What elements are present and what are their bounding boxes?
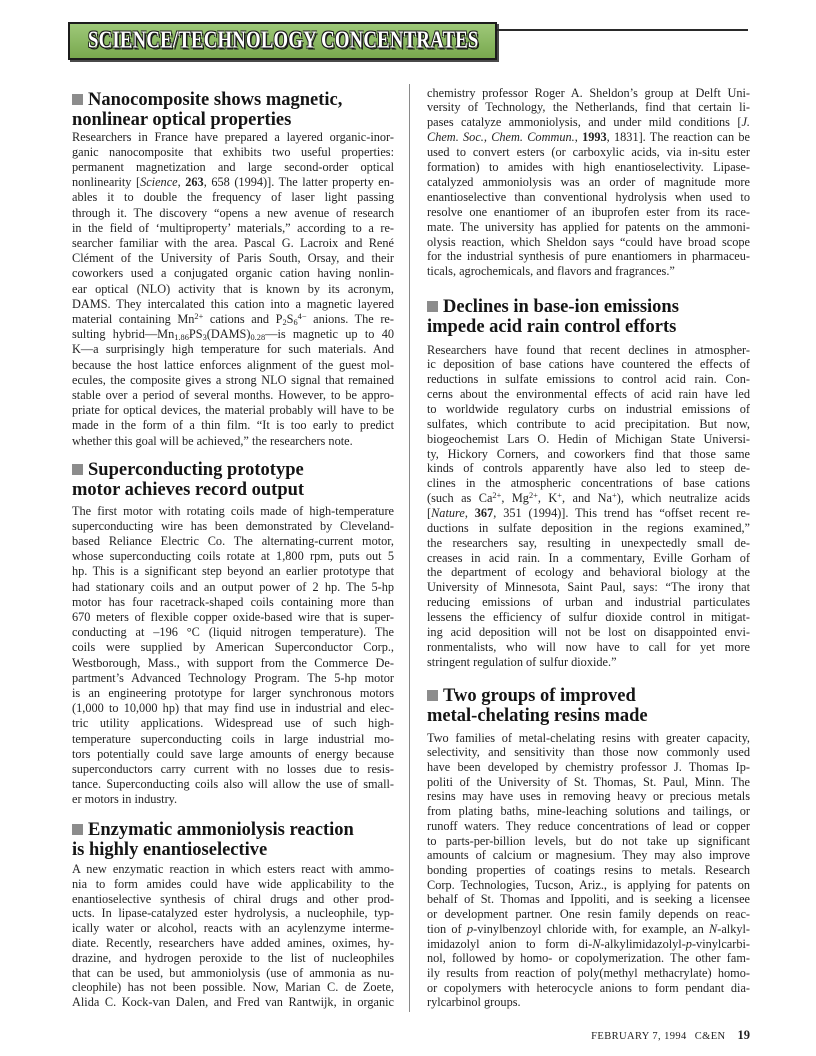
text-line: [72, 236, 394, 251]
headline-text: Two groups of improved: [443, 686, 636, 706]
text-line: [427, 907, 750, 922]
text-line: [427, 100, 750, 115]
text-run: Researchers in France have prepared a layered organic-inor-: [72, 129, 394, 144]
subscript: 0.28: [250, 333, 266, 343]
text-run: nia to form amides could have wide applicability to the: [72, 876, 394, 891]
headline-text: impede acid rain control efforts: [427, 316, 677, 337]
text-run: -vinylcarbi-: [691, 936, 750, 951]
text-run: , K: [537, 491, 558, 506]
subscript: 1.86: [174, 333, 189, 343]
text-run: versity of Technology, the Netherlands, find that certain li-: [427, 100, 750, 115]
text-line: [72, 862, 394, 877]
text-line: [427, 130, 750, 145]
text-line: [72, 892, 394, 907]
issue-date: FEBRUARY 7, 1994: [591, 1031, 687, 1042]
text-line: [427, 580, 750, 595]
text-run: olysis reaction, which Sheldon says “could have broad scope: [427, 234, 750, 249]
text-run: University of Minnesota, Saint Paul, says: “The irony that: [427, 580, 750, 595]
text-line: [72, 951, 394, 966]
text-line: [72, 716, 394, 731]
text-run: A new enzymatic reaction in which esters react with ammo-: [72, 862, 394, 876]
square-bullet-icon: [72, 824, 83, 835]
headline-text: Declines in base-ion emissions: [443, 297, 679, 317]
text-run: whose superconducting coils rotate at 1,800 rpm, puts out 5: [72, 549, 394, 564]
headline-text: Nanocomposite shows magnetic,: [88, 90, 343, 110]
text-run: mate. The university has applied for patents on the ammoni-: [427, 219, 750, 234]
text-run: ing acid deposition will not be lost on disappointed envi-: [427, 624, 750, 639]
text-run: Alida C. Kock-van Dalen, and Fred van Rantwijk, in organic: [72, 995, 394, 1010]
text-line: [427, 922, 750, 937]
text-run: ganic nanocomposite that exhibits two useful properties:: [72, 144, 394, 159]
text-run: ily results from reaction of poly(methyl methacrylate) homo-: [427, 966, 750, 980]
text-run: (such as Ca: [427, 491, 493, 506]
text-line: [427, 640, 750, 655]
text-line: [72, 966, 394, 981]
text-run: material containing Mn: [72, 311, 195, 326]
text-run: Westborough, Mass., with support from the Commerce De-: [72, 655, 394, 670]
text-run: ically water or alcohol, reacts with an acylenzyme interme-: [72, 921, 394, 936]
text-line: [72, 175, 394, 190]
text-run: to worldwide regulatory curbs on industrial emissions of: [427, 401, 750, 416]
header-rule: [497, 29, 748, 31]
text-line: [72, 130, 394, 145]
text-run: tance. Superconducting coils also will allow the use of small-: [72, 777, 394, 792]
text-line: [427, 878, 750, 893]
text-line: [72, 434, 394, 449]
headline-line: [72, 111, 394, 131]
text-run: enantioselective synthesis of chiral drugs and other prod-: [72, 891, 394, 906]
text-run: tric utility applications. Widespread use of such high-: [72, 716, 394, 731]
headline-nanocomposite: [72, 91, 394, 130]
text-line: [427, 461, 750, 476]
headline-text: Enzymatic ammoniolysis reaction: [88, 820, 354, 840]
text-run: Corp. Technologies, Tucson, Ariz., is applying for patents on: [427, 877, 750, 892]
article-body-base-ion-emissions: [427, 343, 750, 670]
text-line: [72, 906, 394, 921]
text-line: [427, 357, 750, 372]
text-run: motor has four racetrack-shaped coils containing more than: [72, 594, 394, 609]
text-line: [72, 342, 394, 357]
headline-base-ion-emissions: [427, 298, 750, 337]
article-body-metal-chelating-resins: [427, 731, 750, 1011]
text-run: -alkyl-: [717, 921, 750, 936]
text-line: [427, 175, 750, 190]
text-line: [427, 775, 750, 790]
text-line: [427, 789, 750, 804]
text-run: have been developed by chemistry professor J. Thomas Ip-: [427, 759, 750, 774]
superscript: 4−: [297, 311, 307, 321]
text-line: [427, 190, 750, 205]
italic-text: Chem. Soc., Chem. Commun.: [427, 130, 575, 145]
article-body-superconducting-motor: [72, 504, 394, 808]
text-line: [427, 625, 750, 640]
text-run: ecules, the composite gives a strong NLO signal that remained: [72, 372, 394, 387]
headline-line: [427, 707, 750, 727]
text-run: (DAMS): [206, 327, 251, 342]
text-run: reductions in sulfate emissions to control acid rain. Con-: [427, 372, 750, 387]
text-run: stringent regulation of sulfur dioxide.”: [427, 654, 617, 669]
text-run: ,: [574, 130, 583, 145]
text-run: ear optical (NLO) activity that is known by its acronym,: [72, 281, 394, 296]
headline-line: [72, 461, 394, 481]
text-run: superconductors carry current with no losses due to resis-: [72, 761, 394, 776]
text-line: [72, 671, 394, 686]
text-line: [72, 504, 394, 519]
italic-text: p: [685, 936, 692, 951]
text-run: had stationary coils and an output power of 2 hp. The 5-hp: [72, 579, 394, 594]
text-run: tors potentially could save large amounts of energy because: [72, 746, 394, 761]
text-run: sulting hybrid—Mn: [72, 327, 175, 342]
text-line: [427, 995, 750, 1010]
italic-text: Science: [140, 175, 178, 190]
text-run: tion of: [427, 921, 467, 936]
text-run: K—a surprisingly high temperature for such materials. And: [72, 342, 394, 357]
text-line: [72, 995, 394, 1010]
text-run: amounts of calcium or magnesium. They may also improve: [427, 848, 750, 863]
text-run: , 1831]. The reaction can be: [606, 130, 750, 145]
article-body-nanocomposite: [72, 130, 394, 449]
subscript: 6: [293, 318, 298, 328]
text-line: [72, 221, 394, 236]
text-run: ,: [177, 175, 186, 190]
text-line: [72, 610, 394, 625]
text-line: [427, 610, 750, 625]
text-line: [427, 249, 750, 264]
text-line: [72, 251, 394, 266]
text-run: or copolymers with heterocycle anions to form pendant dia-: [427, 980, 750, 995]
text-line: [72, 418, 394, 433]
text-line: [72, 519, 394, 534]
text-line: [427, 951, 750, 966]
text-line: [427, 387, 750, 402]
headline-line: [72, 481, 394, 501]
text-line: [427, 447, 750, 462]
text-run: ,: [464, 505, 475, 520]
text-line: [427, 491, 750, 506]
text-line: [427, 731, 750, 746]
text-line: [72, 190, 394, 205]
text-line: [72, 701, 394, 716]
page-number: 19: [737, 1028, 750, 1042]
text-line: [72, 640, 394, 655]
text-run: 670 meters of flexible copper oxide-based wire that is super-: [72, 609, 394, 624]
text-line: [72, 358, 394, 373]
text-run: because the host lattice enforces alignment of the guest mol-: [72, 357, 394, 372]
text-line: [72, 980, 394, 995]
italic-text: N: [709, 921, 718, 936]
text-run: sulfates, which contribute to acid precipitation. But now,: [427, 416, 750, 431]
text-run: nol, followed by homo- or copolymerization. The other fam-: [427, 951, 750, 966]
text-line: [72, 686, 394, 701]
text-run: Clément of the University of Paris South, Orsay, and their: [72, 251, 394, 266]
text-run: , 658 (1994)]. The latter property en-: [203, 175, 394, 190]
text-run: resins may have uses in removing heavy or precious metals: [427, 789, 750, 804]
text-run: the department of ecology and behavioral biology at the: [427, 565, 750, 580]
text-run: hp. This is a significant step beyond an earlier prototype that: [72, 564, 394, 579]
text-run: ticals, agrochemicals, and flavors and fragrances.”: [427, 264, 675, 279]
headline-line: [72, 91, 394, 111]
text-line: [72, 777, 394, 792]
text-run: (1,000 to 10,000 hp) that may find use in industrial and elec-: [72, 701, 394, 716]
superscript: 2+: [194, 311, 204, 321]
text-line: [427, 745, 750, 760]
italic-text: p: [466, 921, 474, 936]
headline-text: nonlinear optical properties: [72, 109, 292, 130]
headline-metal-chelating-resins: [427, 687, 750, 726]
text-line: [72, 549, 394, 564]
text-run: kinds of controls apparently have also led to steep de-: [427, 461, 750, 476]
text-run: searcher familiar with the area. Pascal G. Lacroix and René: [72, 235, 394, 250]
section-title: SCIENCE/TECHNOLOGY CONCENTRATES: [88, 27, 479, 54]
headline-line: [427, 298, 750, 318]
text-run: whether this goal will be achieved,” the researchers note.: [72, 433, 353, 448]
text-line: [427, 595, 750, 610]
text-run: selectivity, and sensitivity than those now commonly used: [427, 745, 750, 760]
text-run: rylcarbinol groups.: [427, 995, 521, 1010]
square-bullet-icon: [72, 94, 83, 105]
text-run: reducing emissions of urban and industrial particulates: [427, 595, 750, 610]
text-run: priate for optical devices, the material probably will have to be: [72, 403, 394, 418]
text-line: [72, 877, 394, 892]
text-run: [: [427, 505, 432, 520]
text-run: to parts-per-billion levels, but do not take up significant: [427, 833, 750, 848]
text-line: [72, 373, 394, 388]
text-run: based Reliance Electric Co. The alternating-current motor,: [72, 533, 394, 548]
text-line: [427, 264, 750, 279]
text-run: from plating baths, mine-leaching solutions and tailings, or: [427, 804, 750, 819]
text-line: [72, 388, 394, 403]
text-run: that can be used, but ammoniolysis (use of ammonia as nu-: [72, 965, 394, 980]
text-line: [427, 937, 750, 952]
text-line: [72, 327, 394, 342]
text-line: [427, 863, 750, 878]
text-run: , 351 (1994)]. This trend has “offset recent re-: [493, 505, 750, 520]
text-run: or development partner. One resin family depends on reac-: [427, 907, 750, 922]
section-banner: [68, 22, 497, 60]
text-run: coils were supplied by American Superconductor Corp.,: [72, 640, 394, 655]
text-line: [427, 506, 750, 521]
headline-line: [72, 821, 394, 841]
headline-line: [72, 841, 394, 861]
text-run: lessens the efficiency of sulfur dioxide control in mitigat-: [427, 609, 750, 624]
text-run: cerns about the environmental effects of acid rain have led: [427, 387, 750, 402]
text-line: [427, 819, 750, 834]
text-line: [427, 86, 750, 101]
headline-text: motor achieves record output: [72, 479, 305, 500]
text-line: [72, 625, 394, 640]
text-line: [427, 536, 750, 551]
italic-text: N: [592, 936, 601, 951]
text-line: [72, 595, 394, 610]
text-run: partment’s Advanced Technology Program. The 5-hp motor: [72, 670, 394, 685]
text-run: stable over a period of several months. However, to be appro-: [72, 387, 394, 402]
text-run: used to convert esters (or carboxylic acids, via in-situ ester: [427, 145, 750, 160]
text-line: [72, 921, 394, 936]
text-run: ables it to double the frequency of laser light passing: [72, 190, 394, 205]
text-run: Researchers have found that recent declines in atmospher-: [427, 342, 750, 357]
text-run: drazine, and hydrogen peroxide to the list of nucleophiles: [72, 950, 394, 965]
text-line: [72, 747, 394, 762]
text-line: [427, 760, 750, 775]
text-run: Two families of metal-chelating resins with greater capacity,: [427, 730, 750, 745]
text-run: ductions in sulfate deposition in the regions examined,”: [427, 520, 750, 535]
text-line: [427, 966, 750, 981]
text-line: [427, 565, 750, 580]
text-run: DAMS. They intercalated this cation into a magnetic layered: [72, 296, 394, 311]
text-line: [427, 432, 750, 447]
text-line: [427, 892, 750, 907]
superscript: 2+: [492, 490, 502, 500]
text-line: [72, 762, 394, 777]
publication-name: C&EN: [694, 1031, 726, 1042]
text-run: , and Na: [561, 491, 613, 506]
text-run: ic deposition of base cations have countered the effects of: [427, 357, 750, 372]
text-run: made in the form of a thin film. “It is too early to predict: [72, 418, 394, 433]
text-run: chemistry professor Roger A. Sheldon’s group at Delft Uni-: [427, 85, 750, 100]
text-line: [72, 160, 394, 175]
text-run: conducting at –196 °C (liquid nitrogen temperature). The: [72, 625, 394, 640]
headline-text: is highly enantioselective: [72, 839, 268, 860]
text-line: [427, 115, 750, 130]
text-line: [427, 551, 750, 566]
text-line: [427, 145, 750, 160]
headline-text: Superconducting prototype: [88, 460, 304, 480]
text-run: formation) to amides with high enantioselectivity. Lipase-: [427, 160, 750, 175]
text-run: superconducting wire has been demonstrated by Cleveland-: [72, 518, 394, 533]
text-line: [72, 312, 394, 327]
text-line: [427, 220, 750, 235]
text-run: politi of the University of St. Thomas, St. Paul, Minn. The: [427, 774, 750, 789]
text-run: anions. The re-: [306, 311, 394, 326]
text-run: in the field of ‘multiproperty’ materials,” according to a re-: [72, 220, 394, 235]
text-line: [72, 534, 394, 549]
text-line: [72, 580, 394, 595]
text-run: the researchers say, resulting in unexpectedly small de-: [427, 535, 750, 550]
text-run: enantioselective than conventional hydrolysis when used to: [427, 189, 750, 204]
text-run: cleophile) has not been possible. Now, Marian C. de Zoete,: [72, 980, 394, 995]
text-run: cations and P: [203, 311, 283, 326]
text-run: ), which neutralize acids: [616, 491, 751, 506]
text-line: [427, 372, 750, 387]
text-run: pases catalyze ammoniolysis, and under mild conditions [: [427, 115, 742, 130]
square-bullet-icon: [427, 690, 438, 701]
text-run: catalyzed ammoniolysis was an order of magnitude more: [427, 174, 750, 189]
text-line: [427, 981, 750, 996]
text-run: , Mg: [501, 491, 529, 506]
text-line: [427, 804, 750, 819]
text-run: through it. The discovery “opens a new avenue of research: [72, 205, 394, 220]
bold-text: 1993: [582, 130, 607, 145]
text-run: resolve one enantiomer of an ibuprofen ester from its race-: [427, 204, 750, 219]
text-run: PS: [188, 327, 203, 342]
text-line: [427, 476, 750, 491]
text-run: bonding properties of coatings resins to metals. Research: [427, 862, 750, 877]
text-run: permanent magnetization and large second-order optical: [72, 159, 394, 174]
headline-superconducting-motor: [72, 461, 394, 500]
text-line: [72, 297, 394, 312]
text-run: creases in acid rain. In a commentary, Eville Gorham of: [427, 550, 750, 565]
text-line: [427, 235, 750, 250]
text-run: diate. Recently, researchers have added amines, oximes, hy-: [72, 935, 394, 950]
subscript: 2: [282, 318, 287, 328]
text-line: [72, 282, 394, 297]
page-footer: [591, 1026, 750, 1044]
italic-text: Nature: [431, 505, 465, 520]
superscript: +: [557, 490, 562, 500]
text-run: temperature superconducting coils in large industrial mo-: [72, 731, 394, 746]
square-bullet-icon: [72, 464, 83, 475]
text-line: [427, 160, 750, 175]
text-line: [427, 655, 750, 670]
text-line: [427, 417, 750, 432]
text-line: [72, 145, 394, 160]
text-line: [72, 266, 394, 281]
text-line: [72, 656, 394, 671]
text-line: [427, 343, 750, 358]
superscript: 2+: [528, 490, 538, 500]
text-line: [72, 403, 394, 418]
text-line: [72, 732, 394, 747]
text-run: coworkers used a conjugated organic cation having nonlin-: [72, 266, 394, 281]
text-run: imidazolyl anion to form di-: [427, 936, 593, 951]
text-line: [427, 834, 750, 849]
text-run: clines in the atmospheric concentrations of base cations: [427, 476, 750, 491]
column-divider: [409, 84, 410, 1012]
text-run: biogeochemist Lars O. Hedin of Michigan State Universi-: [427, 431, 750, 446]
subscript: 3: [202, 333, 207, 343]
text-run: ty, Hickory Corners, and coworkers find that those same: [427, 446, 750, 461]
headline-enzymatic-ammoniolysis: [72, 821, 394, 860]
article-body-enzymatic-ammoniolysis: [72, 862, 394, 1010]
text-run: —is magnetic up to 40: [265, 327, 394, 342]
headline-line: [427, 687, 750, 707]
text-run: nonlinearity [: [72, 175, 141, 190]
text-line: [427, 402, 750, 417]
text-run: is an engineering prototype for larger synchronous motors: [72, 685, 394, 700]
text-line: [427, 205, 750, 220]
text-run: behalf of St. Thomas and Ippoliti, and is seeking a licensee: [427, 892, 750, 907]
text-run: er motors in industry.: [72, 792, 178, 807]
square-bullet-icon: [427, 301, 438, 312]
text-run: ronmentalists, who will now have to call for yet more: [427, 639, 750, 654]
superscript: +: [612, 490, 617, 500]
text-line: [427, 848, 750, 863]
text-line: [72, 206, 394, 221]
text-line: [72, 564, 394, 579]
headline-text: metal-chelating resins made: [427, 705, 648, 726]
italic-text: J.: [741, 115, 750, 130]
text-line: [427, 521, 750, 536]
text-line: [72, 792, 394, 807]
bold-text: 367: [474, 505, 494, 520]
text-run: The first motor with rotating coils made of high-temperature: [72, 503, 394, 518]
text-run: for the industrial synthesis of pure enantiomers in pharmaceu-: [427, 249, 750, 264]
headline-line: [427, 318, 750, 338]
text-run: runoff waters. They reduce concentrations of lead or copper: [427, 818, 750, 833]
text-run: -alkylimidazolyl-: [600, 936, 686, 951]
text-line: [72, 936, 394, 951]
text-run: -vinylbenzoyl chloride with, for example, an: [473, 921, 710, 936]
text-run: S: [286, 311, 294, 326]
article-body-enzymatic-ammoniolysis-continued: [427, 86, 750, 280]
bold-text: 263: [185, 175, 204, 190]
text-run: ucts. In lipase-catalyzed ester hydrolysis, a nucleophile, typ-: [72, 906, 394, 921]
